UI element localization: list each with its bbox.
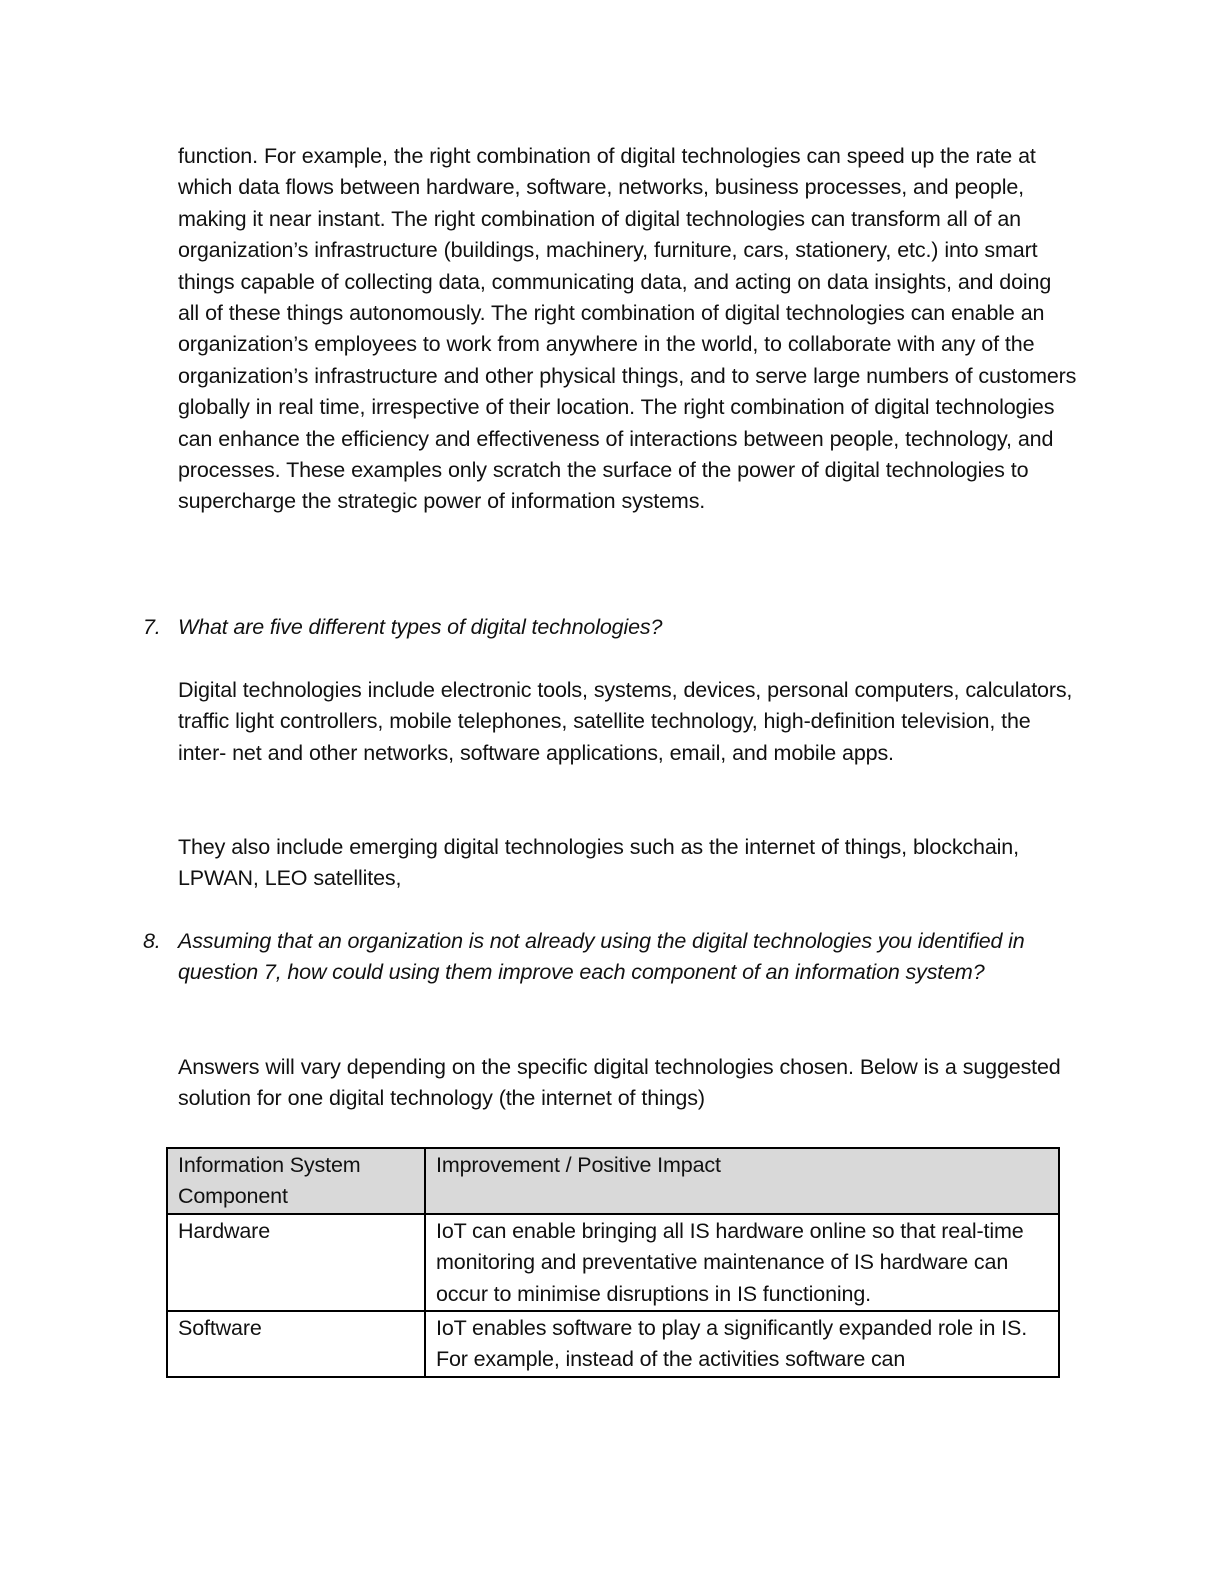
question-7-answer-1: Digital technologies include electronic tools, systems, devices, personal computers, calculators, traffic light controllers, mobile telephones, satellite technology, high-definition television, the inter- net and other networks, software applications, email, and mobile apps.: [178, 678, 1073, 765]
is-component-table: [166, 1147, 1060, 1378]
question-7-number: 7.: [143, 615, 161, 639]
question-7: [143, 612, 1078, 643]
table-header-improvement: Improvement / Positive Impact: [425, 1148, 1059, 1214]
table-row: [167, 1311, 1059, 1377]
table-cell-component: Software: [167, 1311, 425, 1377]
table-cell-improvement: IoT enables software to play a significantly expanded role in IS. For example, instead of the activities software can: [425, 1311, 1059, 1377]
question-8: [143, 926, 1078, 989]
table-header-row: [167, 1148, 1059, 1214]
question-7-text: What are five different types of digital technologies?: [178, 615, 663, 639]
table-header-component: Information System Component: [167, 1148, 425, 1214]
table-cell-component: Hardware: [167, 1214, 425, 1311]
question-7-answer-2: They also include emerging digital technologies such as the internet of things, blockchain, LPWAN, LEO satellites,: [178, 835, 1019, 891]
question-8-text: Assuming that an organization is not already using the digital technologies you identified in question 7, how could using them improve each component of an information system?: [178, 929, 1025, 985]
table-cell-improvement: IoT can enable bringing all IS hardware online so that real-time monitoring and preventative maintenance of IS hardware can occur to minimise disruptions in IS functioning.: [425, 1214, 1059, 1311]
continuation-paragraph: function. For example, the right combination of digital technologies can speed up the rate at which data flows between hardware, software, networks, business processes, and people, making it near instant. The right combination of digital technologies can transform all of an organization’s infrastructure (buildings, machinery, furniture, cars, stationery, etc.) into smart things capable of collecting data, communicating data, and acting on data insights, and doing all of these things autonomously. The right combination of digital technologies can enable an organization’s employees to work from anywhere in the world, to collaborate with any of the organization’s infrastructure and other physical things, and to serve large numbers of customers globally in real time, irrespective of their location. The right combination of digital technologies can enhance the efficiency and effectiveness of interactions between people, technology, and processes. These examples only scratch the surface of the power of digital technologies to supercharge the strategic power of information systems.: [178, 144, 1077, 514]
table-row: [167, 1214, 1059, 1311]
question-8-number: 8.: [143, 929, 161, 953]
question-8-answer-intro: Answers will vary depending on the specific digital technologies chosen. Below is a suggested solution for one digital technology (the internet of things): [178, 1055, 1061, 1111]
